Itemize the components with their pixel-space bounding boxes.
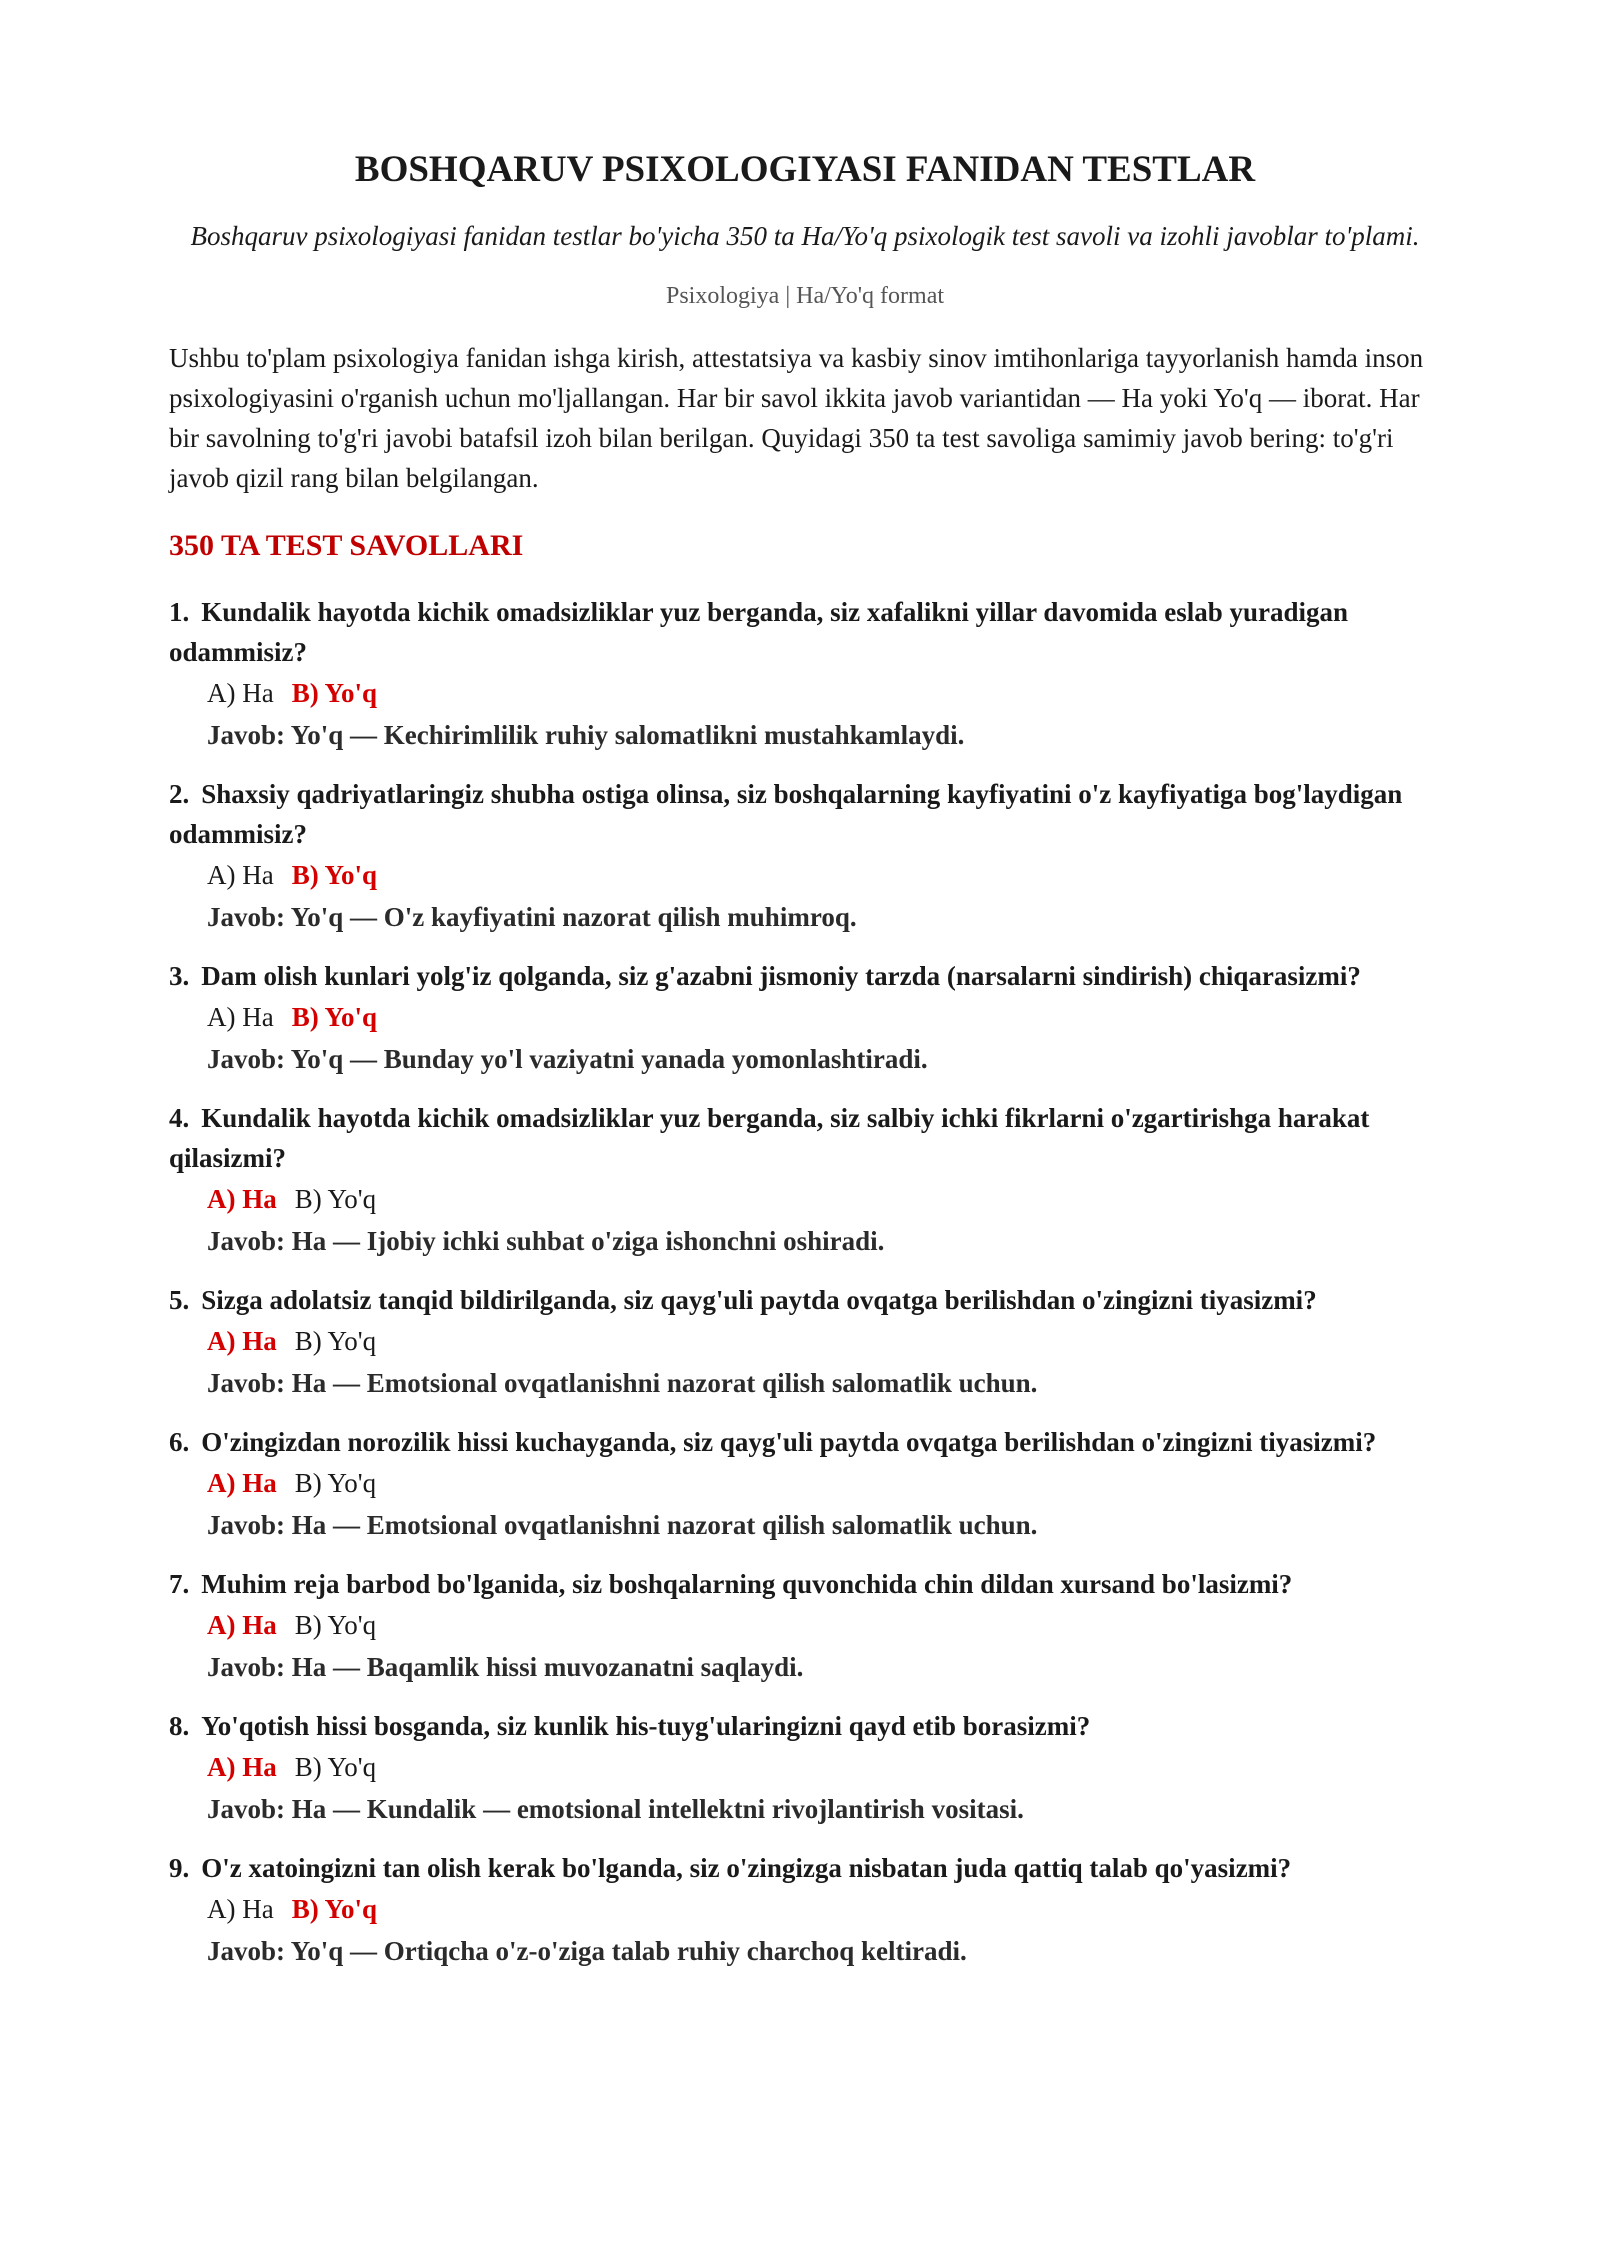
question-body: Muhim reja barbod bo'lganida, siz boshqalarning quvonchida chin dildan xursand bo'lasizmi? [201,1569,1293,1600]
question-number: 9. [169,1853,190,1884]
question-text [169,1706,1441,1746]
option-b-correct: B) Yo'q [291,860,378,891]
question-item [169,956,1441,1080]
question-text [169,1422,1441,1462]
question-body: Yo'qotish hissi bosganda, siz kunlik his-tuyg'ularingizni qayd etib borasizmi? [201,1711,1091,1742]
question-body: Kundalik hayotda kichik omadsizliklar yuz berganda, siz salbiy ichki fikrlarni o'zgartirishga harakat qilasizmi? [169,1103,1370,1174]
question-item [169,592,1441,756]
option-a: A) Ha [207,1002,274,1033]
answer-explanation: Javob: Ha — Emotsional ovqatlanishni nazorat qilish salomatlik uchun. [207,1510,1038,1541]
option-b: B) Yo'q [294,1468,377,1499]
question-options [169,1604,1441,1646]
question-body: O'z xatoingizni tan olish kerak bo'lganda, siz o'zingizga nisbatan juda qattiq talab qo'yasizmi? [201,1853,1292,1884]
question-number: 3. [169,961,190,992]
answer-explanation: Javob: Yo'q — Ortiqcha o'z-o'ziga talab ruhiy charchoq keltiradi. [207,1936,967,1967]
question-number: 2. [169,779,190,810]
option-a-correct: A) Ha [207,1326,277,1357]
question-text [169,592,1441,672]
question-body: Dam olish kunlari yolg'iz qolganda, siz g'azabni jismoniy tarzda (narsalarni sindirish) chiqarasizmi? [201,961,1361,992]
question-body: O'zingizdan norozilik hissi kuchayganda, siz qayg'uli paytda ovqatga berilishdan o'zingizni tiyasizmi? [201,1427,1377,1458]
option-a-correct: A) Ha [207,1610,277,1641]
question-body: Shaxsiy qadriyatlaringiz shubha ostiga olinsa, siz boshqalarning kayfiyatini o'z kayfiyatiga bog'laydigan odammisiz? [169,779,1403,850]
option-a: A) Ha [207,860,274,891]
question-options [169,1320,1441,1362]
option-b: B) Yo'q [294,1184,377,1215]
document-meta: Psixologiya | Ha/Yo'q format [665,283,945,310]
question-list [169,592,1441,1972]
option-b: B) Yo'q [294,1326,377,1357]
option-a: A) Ha [207,1894,274,1925]
question-text [169,774,1441,854]
question-body: Sizga adolatsiz tanqid bildirilganda, siz qayg'uli paytda ovqatga berilishdan o'zingizni tiyasizmi? [201,1285,1317,1316]
document-page [169,148,1441,1990]
question-number: 7. [169,1569,190,1600]
question-options [169,1888,1441,1930]
option-b-correct: B) Yo'q [291,1002,378,1033]
question-options [169,996,1441,1038]
question-options [169,1746,1441,1788]
option-b: B) Yo'q [294,1752,377,1783]
question-options [169,672,1441,714]
document-title: BOSHQARUV PSIXOLOGIYASI FANIDAN TESTLAR [354,149,1256,190]
answer-explanation: Javob: Yo'q — Kechirimlilik ruhiy salomatlikni mustahkamlaydi. [207,720,965,751]
option-b-correct: B) Yo'q [291,1894,378,1925]
document-intro: Ushbu to'plam psixologiya fanidan ishga kirish, attestatsiya va kasbiy sinov imtihonlariga tayyorlanish hamda inson psixologiyasini o'rganish uchun mo'ljallangan. Har bir savol ikkita javob variantidan — Ha yoki Yo'q — iborat. Har bir savolning to'g'ri javobi batafsil izoh bilan berilgan. Quyidagi 350 ta test savoliga samimiy javob bering: to'g'ri javob qizil rang bilan belgilangan. [169,343,1424,494]
option-b: B) Yo'q [294,1610,377,1641]
option-b-correct: B) Yo'q [291,678,378,709]
question-item [169,1564,1441,1688]
question-options [169,1178,1441,1220]
answer-explanation: Javob: Yo'q — Bunday yo'l vaziyatni yanada yomonlashtiradi. [207,1044,928,1075]
question-text [169,1280,1441,1320]
section-heading: 350 TA TEST SAVOLLARI [169,529,524,563]
answer-explanation: Javob: Ha — Kundalik — emotsional intellektni rivojlantirish vositasi. [207,1794,1024,1825]
question-number: 4. [169,1103,190,1134]
question-item [169,1098,1441,1262]
question-text [169,1098,1441,1178]
question-number: 1. [169,597,190,628]
question-item [169,774,1441,938]
question-item [169,1848,1441,1972]
question-number: 5. [169,1285,190,1316]
document-subtitle: Boshqaruv psixologiyasi fanidan testlar bo'yicha 350 ta Ha/Yo'q psixologik test savoli va izohli javoblar to'plami. [190,221,1420,252]
answer-explanation: Javob: Ha — Ijobiy ichki suhbat o'ziga ishonchni oshiradi. [207,1226,885,1257]
question-options [169,1462,1441,1504]
option-a: A) Ha [207,678,274,709]
question-text [169,956,1441,996]
question-number: 8. [169,1711,190,1742]
question-item [169,1280,1441,1404]
question-item [169,1422,1441,1546]
question-text [169,1848,1441,1888]
question-item [169,1706,1441,1830]
option-a-correct: A) Ha [207,1752,277,1783]
option-a-correct: A) Ha [207,1184,277,1215]
option-a-correct: A) Ha [207,1468,277,1499]
question-options [169,854,1441,896]
question-text [169,1564,1441,1604]
answer-explanation: Javob: Ha — Baqamlik hissi muvozanatni saqlaydi. [207,1652,804,1683]
answer-explanation: Javob: Yo'q — O'z kayfiyatini nazorat qilish muhimroq. [207,902,857,933]
answer-explanation: Javob: Ha — Emotsional ovqatlanishni nazorat qilish salomatlik uchun. [207,1368,1038,1399]
question-body: Kundalik hayotda kichik omadsizliklar yuz berganda, siz xafalikni yillar davomida eslab yuradigan odammisiz? [169,597,1348,668]
question-number: 6. [169,1427,190,1458]
